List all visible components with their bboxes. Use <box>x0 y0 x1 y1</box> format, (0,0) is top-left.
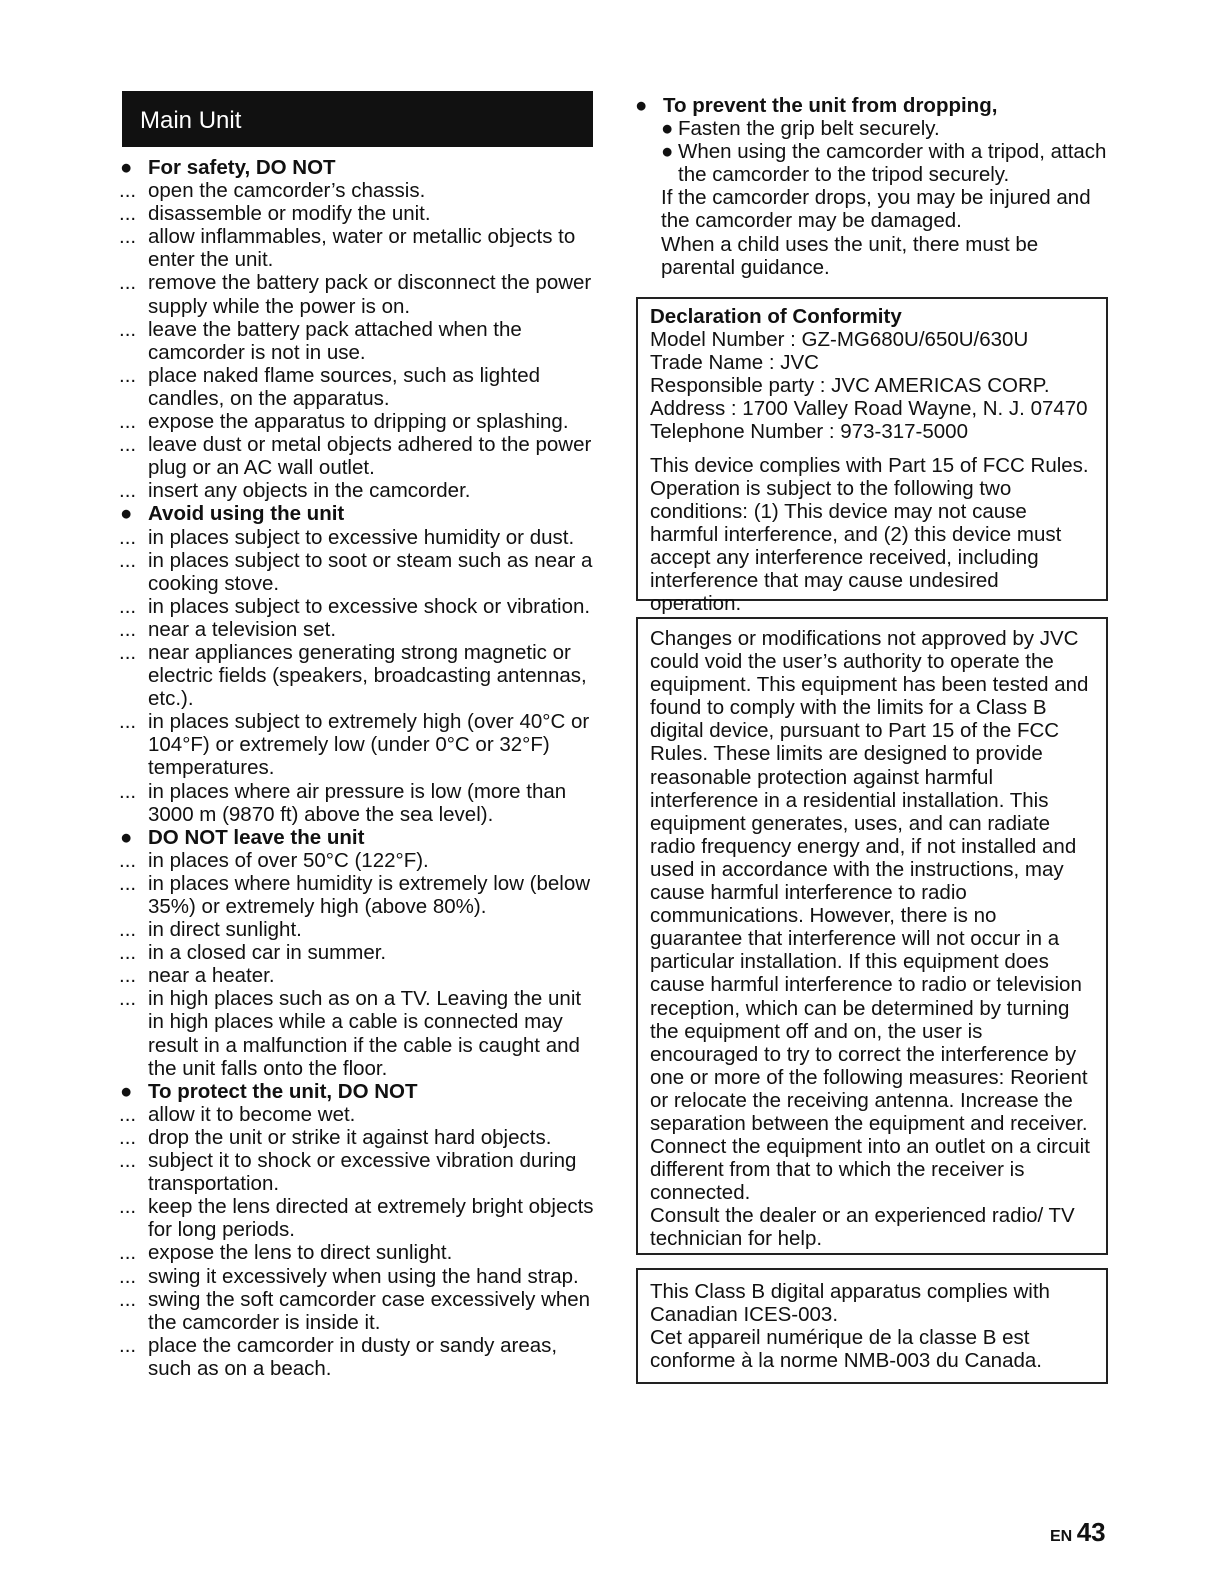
language-code: EN <box>1050 1528 1073 1545</box>
section-heading: ● To prevent the unit from dropping, <box>635 94 998 117</box>
address: Address : 1700 Valley Road Wayne, N. J. 07470 <box>650 397 1088 421</box>
list-item: ... in a closed car in summer. <box>119 941 387 965</box>
left-column <box>120 156 600 1380</box>
section-heading: ● To protect the unit, DO NOT <box>120 1079 418 1103</box>
model-number: Model Number : GZ-MG680U/650U/630U <box>650 328 1029 352</box>
list-item: ... near a heater. <box>119 964 275 988</box>
trade-name: Trade Name : JVC <box>650 351 819 375</box>
list-item: ... in places subject to excessive humidity or dust. <box>119 525 575 549</box>
list-item: ... allow inflammables, water or metallic objects to enter the unit. <box>119 225 576 272</box>
list-item: ... remove the battery pack or disconnect the power supply while the power is on. <box>119 271 592 318</box>
paragraph: When a child uses the unit, there must be parental guidance. <box>661 232 1039 279</box>
paragraph: Connect the equipment into an outlet on a circuit different from that to which the receiver is connected. <box>650 1135 1090 1205</box>
list-item: ... in high places such as on a TV. Leaving the unit in high places while a cable is connected may result in a malfunction if the cable is caught and the unit falls onto the floor. <box>119 987 582 1080</box>
list-item: ... near appliances generating strong magnetic or electric fields (speakers, broadcasting antennas, etc.). <box>119 640 587 711</box>
list-item: ... place the camcorder in dusty or sandy areas, such as on a beach. <box>119 1333 558 1380</box>
list-item: ... in places of over 50°C (122°F). <box>119 848 429 872</box>
paragraph: If the camcorder drops, you may be injured and the camcorder may be damaged. <box>661 186 1091 233</box>
list-item: ... open the camcorder’s chassis. <box>119 179 426 203</box>
responsible-party: Responsible party : JVC AMERICAS CORP. <box>650 374 1050 398</box>
compliance-text: This device complies with Part 15 of FCC Rules. Operation is subject to the following two conditions: (1) This device may not cause harmful interference, and (2) this device must accept any interference received, including interference that may cause undesired operation. <box>650 453 1089 616</box>
list-item: ... drop the unit or strike it against hard objects. <box>119 1125 552 1149</box>
list-item: ... swing the soft camcorder case excessively when the camcorder is inside it. <box>119 1287 591 1334</box>
page-number-value: 43 <box>1076 1517 1106 1547</box>
list-item: ... in places subject to extremely high (over 40°C or 104°F) or extremely low (under 0°C or 32°F) temperatures. <box>119 710 590 780</box>
right-column <box>635 94 1110 279</box>
list-item: ... in direct sunlight. <box>119 918 302 942</box>
list-item: ... in places where humidity is extremely low (below 35%) or extremely high (above 80%). <box>119 871 591 918</box>
list-item: ... in places where air pressure is low (more than 3000 m (9870 ft) above the sea level). <box>119 779 567 826</box>
list-item: ... swing it excessively when using the hand strap. <box>119 1264 579 1288</box>
list-item: ... leave dust or metal objects adhered to the power plug or an AC wall outlet. <box>119 433 592 480</box>
section-title: Main Unit <box>140 107 242 134</box>
section-heading: ● For safety, DO NOT <box>120 156 336 179</box>
list-item: ... in places subject to soot or steam such as near a cooking stove. <box>119 548 593 595</box>
list-item: ... allow it to become wet. <box>119 1102 356 1126</box>
telephone: Telephone Number : 973-317-5000 <box>650 420 968 444</box>
fcc-notice-box <box>636 617 1108 1255</box>
section-heading: ● Avoid using the unit <box>120 502 345 526</box>
paragraph: Cet appareil numérique de la classe B est conforme à la norme NMB-003 du Canada. <box>650 1326 1042 1373</box>
canada-notice-box <box>636 1268 1108 1384</box>
list-item: ... insert any objects in the camcorder. <box>119 479 471 503</box>
declaration-title: Declaration of Conformity <box>650 305 902 328</box>
paragraph: This Class B digital apparatus complies with Canadian ICES-003. <box>650 1280 1050 1327</box>
list-item: ● When using the camcorder with a tripod, attach the camcorder to the tripod securely. <box>661 140 1107 187</box>
list-item: ● Fasten the grip belt securely. <box>661 117 940 141</box>
list-item: ... near a television set. <box>119 617 337 641</box>
list-item: ... disassemble or modify the unit. <box>119 202 431 226</box>
list-item: ... keep the lens directed at extremely bright objects for long periods. <box>119 1195 594 1242</box>
section-heading: ● DO NOT leave the unit <box>120 825 365 849</box>
list-item: ... subject it to shock or excessive vibration during transportation. <box>119 1149 577 1196</box>
paragraph: Consult the dealer or an experienced radio/ TV technician for help. <box>650 1204 1075 1251</box>
section-header <box>122 91 593 147</box>
list-item: ... expose the apparatus to dripping or splashing. <box>119 410 569 434</box>
list-item: ... expose the lens to direct sunlight. <box>119 1241 453 1265</box>
list-item: ... place naked flame sources, such as lighted candles, on the apparatus. <box>119 363 541 410</box>
list-item: ... in places subject to excessive shock or vibration. <box>119 594 591 618</box>
list-item: ... leave the battery pack attached when the camcorder is not in use. <box>119 317 522 364</box>
paragraph: Changes or modifications not approved by JVC could void the user’s authority to operate the equipment. This equipment has been tested and found to comply with the limits for a Class B digital device, pursuant to Part 15 of the FCC Rules. These limits are designed to provide reasonable protection against harmful interference in a residential installation. This equipment generates, uses, and can radiate radio frequency energy and, if not installed and used in accordance with the instructions, may cause harmful interference to radio communications. However, there is no guarantee that interference will not occur in a particular installation. If this equipment does cause harmful interference to radio or television reception, which can be determined by turning the equipment off and on, the user is encouraged to try to correct the interference by one or more of the following measures: Reorient or relocate the receiving antenna. Increase the separation between the equipment and receiver. <box>650 627 1089 1135</box>
page-number <box>1050 1517 1106 1548</box>
declaration-box <box>636 297 1108 616</box>
